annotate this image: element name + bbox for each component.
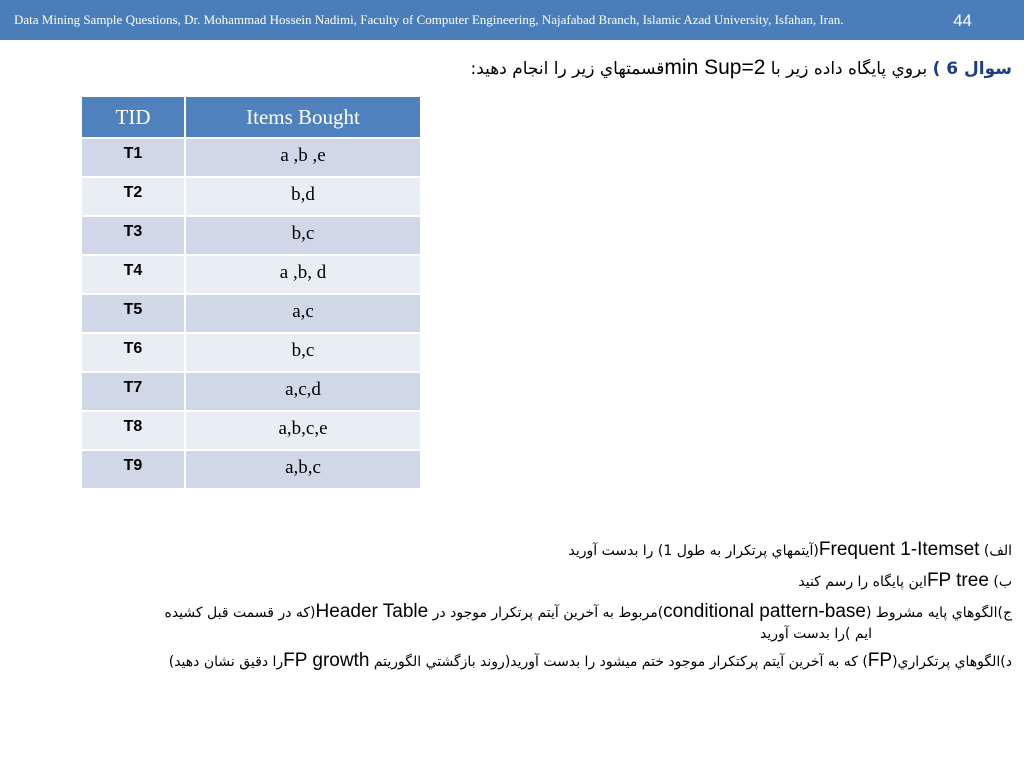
tid-cell: T9 (81, 450, 185, 489)
part-d-latin2: FP growth (283, 650, 370, 671)
items-cell: a,b,c (185, 450, 421, 489)
part-d (32, 646, 1012, 677)
tid-cell: T1 (81, 138, 185, 177)
part-b-suffix: اين پايگاه را رسم كنيد (798, 574, 927, 590)
part-c-prefix: ج)الگوهاي پايه مشروط ( (865, 605, 1012, 621)
table-row (81, 138, 421, 177)
table-header-row (81, 96, 421, 138)
part-d-middle: ) كه به آخرين آيتم پركتكرار موجود ختم ميشود را بدست آوريد(روند بازگشتي الگوريتم (369, 654, 868, 670)
table-row (81, 255, 421, 294)
tid-cell: T5 (81, 294, 185, 333)
part-d-suffix: را دقيق نشان دهيد) (168, 654, 284, 670)
question-statement (471, 56, 1012, 80)
part-d-latin1: FP (867, 650, 893, 671)
part-c-latin1: conditional pattern-base (663, 601, 866, 622)
tid-cell: T2 (81, 177, 185, 216)
slide-number: 44 (953, 11, 972, 30)
question-label: سوال 6 ) (932, 59, 1012, 79)
part-b (32, 566, 1012, 597)
table-row (81, 372, 421, 411)
part-a-latin: Frequent 1-Itemset (818, 539, 980, 560)
table-row (81, 216, 421, 255)
items-cell: a ,b, d (185, 255, 421, 294)
min-sup: min Sup=2 (664, 56, 766, 79)
question-text-b: قسمتهاي زير را انجام دهيد: (470, 59, 665, 79)
part-a-prefix: الف) (979, 543, 1012, 559)
table-row (81, 294, 421, 333)
part-c-latin2: Header Table (315, 601, 429, 622)
part-c-suffix: (كه در قسمت قبل كشيده (164, 605, 316, 621)
tid-cell: T3 (81, 216, 185, 255)
part-b-latin: FP tree (926, 570, 989, 591)
question-text-a: بروي پايگاه داده زير با (765, 59, 933, 79)
transaction-table (80, 95, 422, 490)
items-cell: a ,b ,e (185, 138, 421, 177)
header-text: Data Mining Sample Questions, Dr. Mohammad Hossein Nadimi, Faculty of Computer Engineering, Najafabad Branch, Islamic Azad University, Isfahan, Iran. (14, 12, 844, 27)
part-b-prefix: ب) (988, 574, 1012, 590)
items-cell: a,c (185, 294, 421, 333)
tid-cell: T7 (81, 372, 185, 411)
question-parts (32, 535, 1012, 677)
tid-cell: T8 (81, 411, 185, 450)
table-row (81, 411, 421, 450)
tid-cell: T6 (81, 333, 185, 372)
items-cell: b,c (185, 216, 421, 255)
part-a (32, 535, 1012, 566)
header-bar (0, 0, 1024, 40)
part-d-prefix: د)الگوهاي پرتكراري( (892, 654, 1012, 670)
items-cell: a,c,d (185, 372, 421, 411)
part-c-middle: )مربوط به آخرين آيتم پرتكرار موجود در (428, 605, 664, 621)
table-row (81, 450, 421, 489)
header-tid: TID (81, 96, 185, 138)
items-cell: b,c (185, 333, 421, 372)
header-items: Items Bought (185, 96, 421, 138)
part-c-line2: ايم )را بدست آوريد (760, 626, 872, 642)
part-a-suffix: (آيتمهاي پرتكرار به طول 1) را بدست آوريد (568, 543, 819, 559)
table-row (81, 333, 421, 372)
table-row (81, 177, 421, 216)
tid-cell: T4 (81, 255, 185, 294)
items-cell: a,b,c,e (185, 411, 421, 450)
items-cell: b,d (185, 177, 421, 216)
